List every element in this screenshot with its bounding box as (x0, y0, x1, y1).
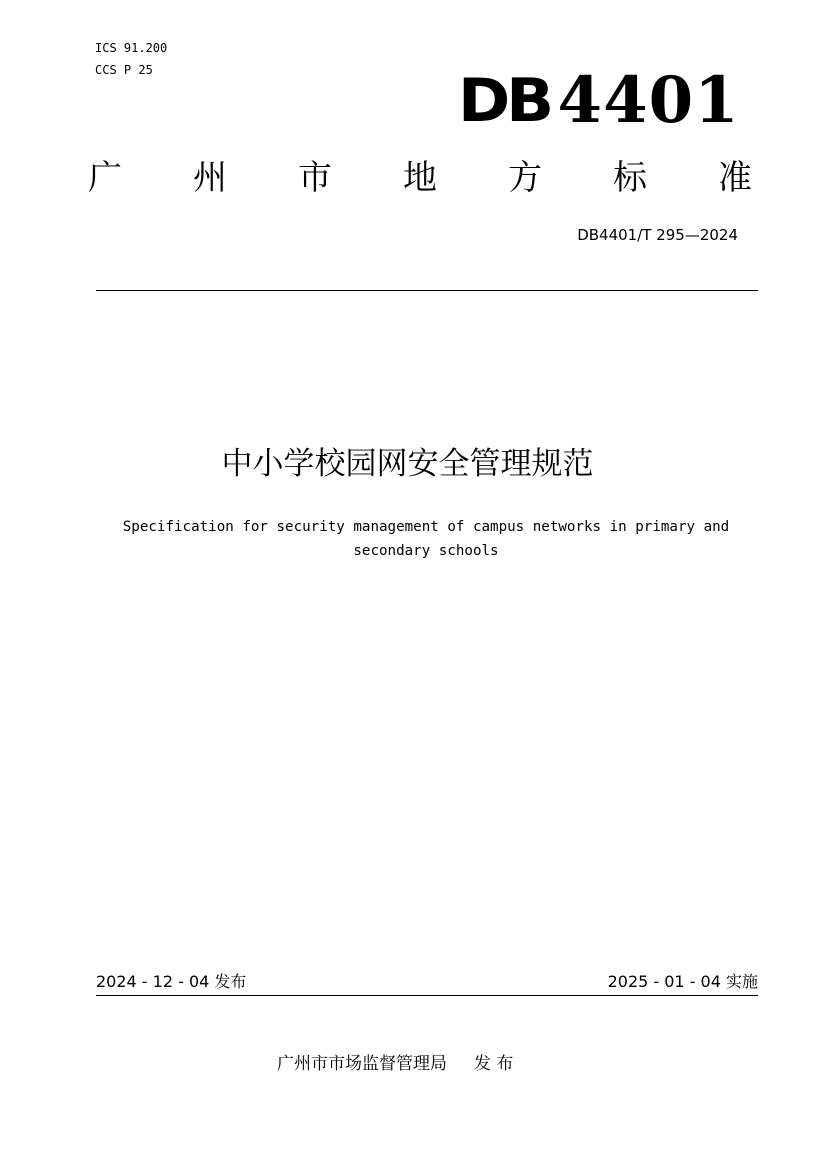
issue-date: 2024 - 12 - 04 发布 (96, 972, 247, 991)
standard-type-char: 市 (298, 158, 332, 198)
standard-type-char: 地 (403, 158, 437, 198)
standard-type-char: 方 (508, 158, 542, 198)
footer-divider (96, 995, 758, 996)
db-logo-letters: DB (458, 66, 550, 136)
document-title-english: Specification for security management of campus networks in primary and secondary schools (122, 519, 730, 559)
standard-type-char: 准 (718, 158, 752, 198)
standard-number: DB4401/T 295—2024 (577, 226, 738, 244)
ics-code: ICS 91.200 (95, 41, 168, 55)
publisher: 广州市市场监督管理局 发 布 (277, 1054, 514, 1074)
db-standard-mark (458, 63, 740, 138)
standard-type-char: 州 (193, 158, 227, 198)
standard-type-char: 标 (613, 158, 647, 198)
standard-type-char: 广 (88, 158, 122, 198)
standard-type-heading (88, 157, 752, 199)
implementation-date: 2025 - 01 - 04 实施 (607, 972, 758, 991)
document-title-chinese: 中小学校园网安全管理规范 (221, 446, 594, 482)
ccs-code: CCS P 25 (95, 63, 153, 77)
header-divider (96, 290, 758, 291)
db-region-number: 4401 (557, 63, 740, 138)
